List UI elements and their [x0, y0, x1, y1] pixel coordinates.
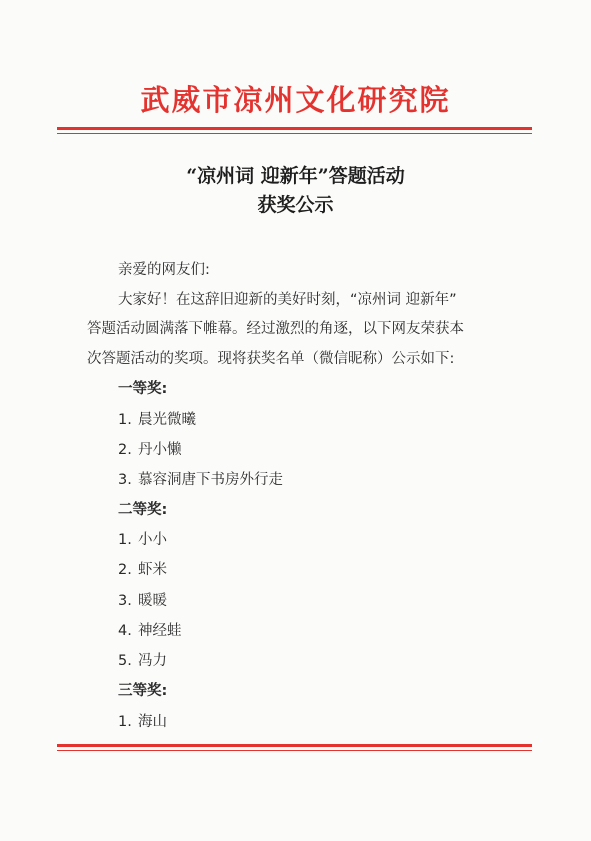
first-prize-heading: 一等奖: — [118, 381, 168, 397]
winner-name: 神经蛙 — [138, 623, 182, 639]
second-prize-heading: 二等奖: — [118, 502, 168, 518]
second-prize-winner: 2. 虾米 — [118, 562, 167, 578]
second-prize-winner: 3. 暖暖 — [118, 593, 167, 609]
footer-divider-thin — [57, 750, 532, 751]
first-prize-winner: 3. 慕容洞唐下书房外行走 — [118, 472, 283, 488]
third-prize-heading: 三等奖: — [118, 683, 168, 699]
greeting: 亲爱的网友们: — [118, 262, 210, 278]
second-prize-winner: 4. 神经蛙 — [118, 623, 182, 639]
intro-line-1: 大家好！在这辞旧迎新的美好时刻，“凉州词 迎新年” — [118, 292, 457, 308]
winner-name: 丹小懒 — [138, 442, 182, 458]
second-prize-winner: 5. 冯力 — [118, 653, 167, 669]
document-subtitle: 获奖公示 — [257, 194, 334, 216]
footer-divider-thick — [57, 744, 532, 747]
first-prize-winner: 2. 丹小懒 — [118, 442, 182, 458]
intro-line-2: 答题活动圆满落下帷幕。经过激烈的角逐，以下网友荣获本 — [87, 321, 464, 337]
letterhead-divider-thin — [57, 133, 532, 134]
winner-name: 虾米 — [138, 562, 167, 578]
organization-letterhead: 武威市凉州文化研究院 — [140, 83, 451, 117]
winner-name: 暖暖 — [138, 593, 167, 609]
winner-name: 小小 — [138, 532, 167, 548]
winner-name: 慕容洞唐下书房外行走 — [138, 472, 283, 488]
winner-name: 海山 — [138, 714, 167, 730]
winner-name: 冯力 — [138, 653, 167, 669]
third-prize-winner: 1. 海山 — [118, 714, 167, 730]
winner-name: 晨光微曦 — [138, 412, 196, 428]
intro-line-3: 次答题活动的奖项。现将获奖名单（微信昵称）公示如下: — [87, 351, 455, 367]
second-prize-winner: 1. 小小 — [118, 532, 167, 548]
letterhead-divider-thick — [57, 127, 532, 130]
document-title: “凉州词 迎新年”答题活动 — [186, 165, 405, 187]
first-prize-winner: 1. 晨光微曦 — [118, 412, 196, 428]
